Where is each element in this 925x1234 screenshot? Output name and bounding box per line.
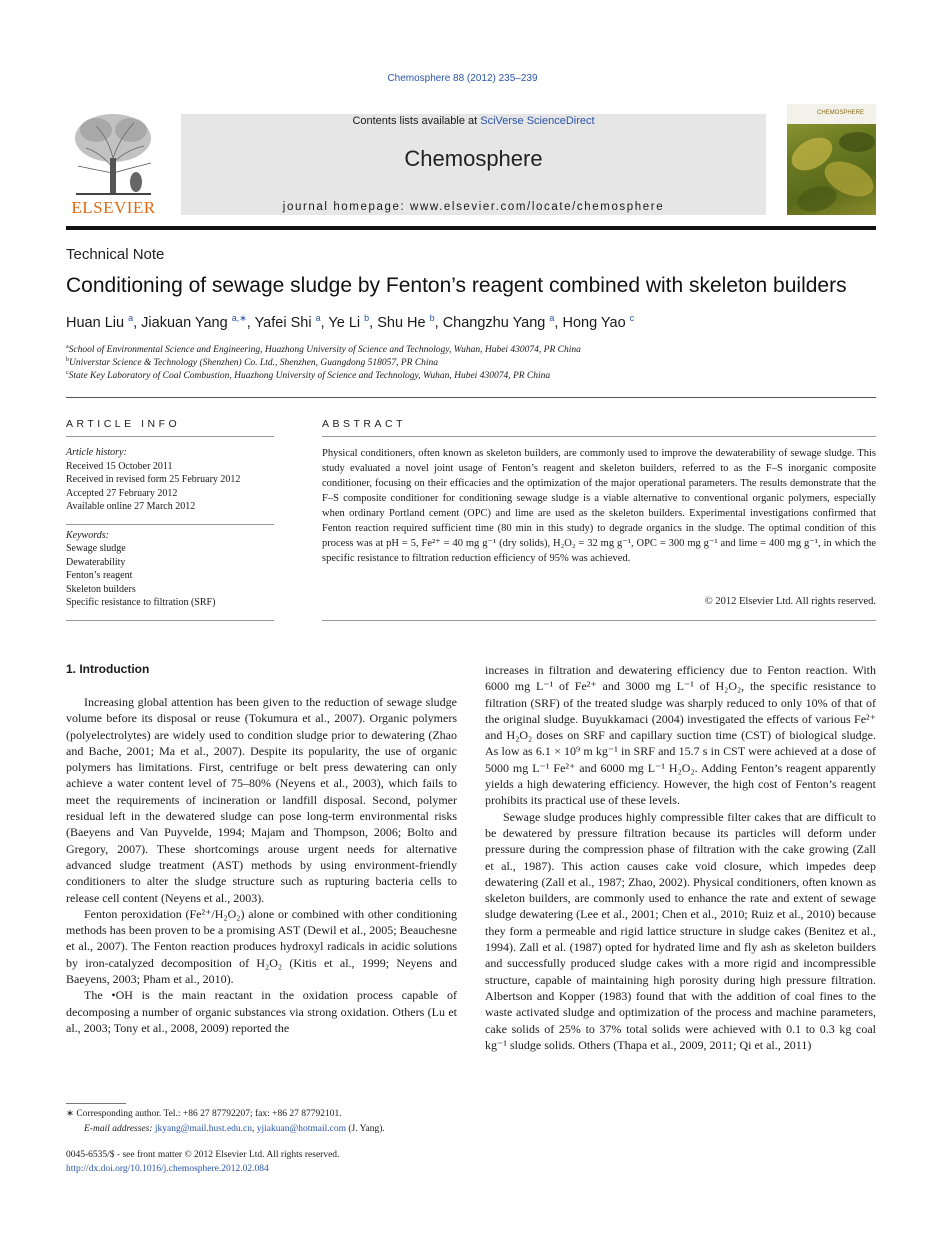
- author-name[interactable]: Changzhu Yang: [442, 314, 546, 331]
- issn-line: 0045-6535/$ - see front matter © 2012 Elsevier Ltd. All rights reserved.: [66, 1150, 340, 1160]
- affiliation: $^c$State Key Laboratory of Coal Combustion, Huazhong University of Science and Technology, Wuhan, Hubei 430074, PR China: [66, 370, 551, 382]
- divider: [66, 397, 876, 398]
- author-affiliation-mark[interactable]: a,∗: [231, 313, 247, 323]
- author-affiliation-mark[interactable]: a: [549, 313, 555, 323]
- copyright: © 2012 Elsevier Ltd. All rights reserved.: [704, 596, 876, 607]
- author-affiliation-mark[interactable]: b: [429, 313, 435, 323]
- article-info-heading: ARTICLE INFO: [66, 418, 181, 430]
- author-name[interactable]: Shu He: [377, 314, 426, 331]
- divider: [322, 436, 876, 437]
- history-item: Available online 27 March 2012: [66, 501, 196, 512]
- history-item: Received in revised form 25 February 2012: [66, 474, 241, 485]
- article-title: Conditioning of sewage sludge by Fenton’s reagent combined with skeleton builders: [66, 274, 847, 297]
- sciencedirect-link[interactable]: SciVerse ScienceDirect: [480, 115, 595, 127]
- journal-homepage[interactable]: journal homepage: www.elsevier.com/locate/chemosphere: [282, 201, 665, 213]
- divider: [322, 620, 876, 621]
- doi-link[interactable]: http://dx.doi.org/10.1016/j.chemosphere.2012.02.084: [66, 1163, 269, 1174]
- author-affiliation-mark[interactable]: c: [629, 313, 635, 323]
- keyword: Sewage sludge: [66, 543, 126, 554]
- author-name[interactable]: Jiakuan Yang: [141, 314, 228, 331]
- paragraph: Sewage sludge produces highly compressible filter cakes that are difficult to be dewatered by pressure filtration because its particles will deform under pressure during the compression phase of filtration with the cake growing (Zall et al., 1987). This action causes cake void closure, which impedes deep dewatering (Zall et al., 1987; Zhao, 2002). Physical conditioners, often known as skeleton builders, are commonly used to enhance the rate and extent of sewage sludge dewatering (Lee et al., 2001; Chen et al., 2010; Ruiz et al., 2010) because they form a permeable and rigid lattice structure in sludge cakes (Benitez et al., 1994). Zall et al. (1987) opted for hydrated lime and fly ash as skeleton builders and successfully produced sludge cakes with a more rigid and incompressible structure, capable of maintaining high porosity during high pressure filtration. Albertson and Kopper (1983) found that with the addition of coal fines to the waste activated sludge and optimization of the process and machine parameters, cake solids of 25% to 37% total solids were achieved with 0.1 to 0.3 kg coal kg⁻¹ sludge solids. Others (Thapa et al., 2009, 2011; Qi et al., 2011): [485, 809, 876, 1052]
- author-affiliation-mark[interactable]: a: [315, 313, 321, 323]
- author-name[interactable]: Yafei Shi: [254, 314, 312, 331]
- contents-line: [181, 115, 766, 127]
- article-type: Technical Note: [66, 246, 165, 263]
- footnote: ∗ Corresponding author. Tel.: +86 27 87792207; fax: +86 27 87792101. E-mail addresses: jkyang@mail.hust.edu.cn, yjiakuan@hotmail.com (J. Yang).: [66, 1107, 457, 1136]
- email-label: E-mail addresses:: [84, 1123, 153, 1134]
- history-item: Received 15 October 2011: [66, 460, 173, 472]
- corresponding-author: ∗ Corresponding author. Tel.: +86 27 87792207; fax: +86 27 87792101.: [66, 1109, 342, 1119]
- author-affiliation-mark[interactable]: b: [364, 313, 370, 323]
- author-affiliation-mark[interactable]: a: [128, 313, 134, 323]
- affiliation: $^b$Universtar Science & Technology (Shenzhen) Co. Ltd., Shenzhen, Guangdong 518057, PR China: [66, 357, 439, 369]
- keywords-label: Keywords:: [66, 529, 109, 541]
- author-name[interactable]: Huan Liu: [66, 314, 125, 331]
- divider: [66, 620, 274, 621]
- affiliation: $^a$School of Environmental Science and Engineering, Huazhong University of Science and Technology, Wuhan, Hubei 430074, PR China: [66, 344, 581, 356]
- paragraph: increases in filtration and dewatering efficiency due to Fenton reaction. With 6000 mg L⁻¹ of Fe²⁺ and 3000 mg L⁻¹ of H₂O₂, the specific resistance to filtration (SRF) of the treated sludge was sharply reduced to only 10% of that of the original sludge. Buyukkamaci (2004) investigated the effects of various Fe²⁺ and H₂O₂ doses on SRF and capillary suction time (CST) of biological sludge. As low as 6.1 × 10⁹ m kg⁻¹ in SRF and 15.7 s in CST were achieved at a dose of 5000 mg L⁻¹ Fe²⁺ and 6000 mg L⁻¹ H₂O₂. Adding Fenton’s reagent apparently yields a high dewatering efficiency. However, the high cost of Fenton’s reagent prohibits its practical use of these levels.: [485, 663, 876, 808]
- cover-title: CHEMOSPHERE: [817, 110, 865, 116]
- journal-reference[interactable]: Chemosphere 88 (2012) 235–239: [387, 73, 538, 84]
- body-column-left: [66, 694, 457, 1036]
- article-info: [66, 446, 276, 610]
- header-rule: [66, 226, 876, 230]
- keyword: Specific resistance to filtration (SRF): [66, 597, 216, 608]
- email-link[interactable]: jkyang@mail.hust.edu.cn: [154, 1123, 253, 1134]
- footnote-rule: [66, 1103, 126, 1104]
- paragraph: The •OH is the main reactant in the oxidation process capable of decomposing a number of organic substances via strong oxidation. Others (Lu et al., 2003; Tony et al., 2008, 2009) reported the: [66, 988, 457, 1035]
- divider: [66, 436, 274, 437]
- author-name[interactable]: Hong Yao: [562, 314, 626, 331]
- keyword: Fenton’s reagent: [66, 570, 133, 581]
- paragraph: Fenton peroxidation (Fe²⁺/H₂O₂) alone or combined with other conditioning methods has been proven to be a promising AST (Dewil et al., 2005; Beauchesne et al., 2007). The Fenton reaction produces hydroxyl radicals in acidic solutions by iron-catalyzed decomposition of H₂O₂ (Kitis et al., 1999; Neyens and Baeyens, 2003; Pham et al., 2010).: [66, 906, 457, 987]
- contents-prefix: Contents lists available at: [352, 115, 478, 127]
- author-name[interactable]: Ye Li: [328, 314, 361, 331]
- section-heading: 1. Introduction: [66, 662, 150, 676]
- abstract-text: Physical conditioners, often known as skeleton builders, are commonly used to improve the dewaterability of sewage sludge. This study evaluated a novel joint usage of Fenton’s reagent and skeleton builders, referred to as the F–S inorganic composite conditioner, focusing on their efficacies and the optimization of the major operational parameters. The results demonstrate that the F–S composite conditioner for conditioning sewage sludge is a viable alternative to conventional organic polymers, especially when ordinary Portland cement (OPC) and lime are used as the skeleton builders. Experimental investigations confirmed that Fenton reaction required sufficient time (80 min in this study) to degrade organics in the sludge. The optimal condition of this process was at pH = 5, Fe²⁺ = 40 mg g⁻¹ (dry solids), H₂O₂ = 32 mg g⁻¹, OPC = 300 mg g⁻¹ and lime = 400 mg g⁻¹, in which the specific resistance to filtration reduction efficiency of 95% was achieved.: [322, 448, 876, 564]
- body-column-right: [485, 662, 876, 1053]
- journal-name: Chemosphere: [404, 146, 543, 171]
- publisher-name: ELSEVIER: [71, 198, 156, 217]
- keyword: Dewaterability: [66, 556, 126, 568]
- journal-cover-image: [787, 104, 876, 215]
- keyword: Skeleton builders: [66, 583, 136, 595]
- author-list: Huan Liu $^a$, Jiakuan Yang $^{a,∗}$, Yafei Shi $^a$, Ye Li $^b$, Shu He $^b$, Changzhu Yang $^a$, Hong Yao $^c$: [66, 313, 635, 331]
- history-label: Article history:: [66, 447, 127, 458]
- page-footer: [66, 1149, 466, 1176]
- history-item: Accepted 27 February 2012: [66, 487, 178, 499]
- abstract-heading: ABSTRACT: [322, 418, 407, 430]
- paragraph: Increasing global attention has been given to the reduction of sewage sludge volume before its disposal or reuse (Tokumura et al., 2007). Organic polymers (polyelectrolytes) are widely used to condition sludge prior to dewatering (Zhao and Bache, 2001; Ma et al., 2007). Despite its popularity, the use of organic polymers has limitations. First, centrifuge or belt press dewatering can only achieve a water content level of 75–80% (Neyens et al., 2003), which fails to meet the requirements of incineration or landfill disposal. Second, polymer residual left in the dewatered sludge can pose long-term environmental risks (Baeyens and Van Puyvelde, 1994; Majam and Thompson, 2006; Bolto and Gregory, 2007). These shortcomings arouse urgent needs for alternative advanced sludge treatment (AST) methods by using environment-friendly conditioners to alter the sludge structure such as rupturing bacteria cells to release cell content (Neyens et al., 2003).: [66, 695, 457, 905]
- email-link[interactable]: yjiakuan@hotmail.com: [256, 1123, 346, 1134]
